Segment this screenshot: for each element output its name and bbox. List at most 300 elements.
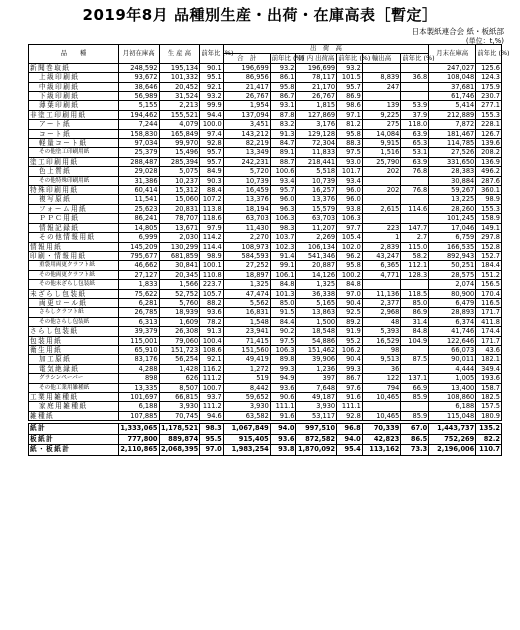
cell-value: 9,915 [362, 139, 401, 148]
cell-value: 88.7 [270, 157, 296, 166]
cell-value: 28,575 [429, 270, 476, 279]
cell-value: 7,244 [118, 120, 159, 129]
cell-value: 107,885 [118, 411, 159, 420]
cell-value: 2,377 [362, 298, 401, 307]
cell-value: 86.9 [401, 308, 429, 317]
cell-value: 100.2 [337, 270, 363, 279]
cell-value: 63,582 [223, 411, 270, 420]
header-prev-stock: 月初在庫高 [118, 45, 159, 64]
cell-value: 31.4 [401, 317, 429, 326]
cell-value: 97,034 [118, 139, 159, 148]
cell-value: 75,622 [118, 289, 159, 298]
cell-value: 95.5 [200, 434, 224, 445]
cell-value: 275 [362, 120, 401, 129]
cell-value: 78,707 [159, 214, 200, 223]
cell-value: 6,188 [118, 402, 159, 411]
cell-value: 1,443,737 [429, 424, 476, 435]
cell-value: 100.0 [200, 120, 224, 129]
row-label: 電気絶縁紙 [29, 364, 119, 373]
cell-value: 96.3 [270, 204, 296, 213]
table-row [29, 110, 502, 119]
cell-value: 5,518 [296, 167, 337, 176]
cell-value: 105.7 [200, 289, 224, 298]
cell-value: 93,672 [118, 73, 159, 82]
cell-value: 61,746 [429, 92, 476, 101]
cell-value: 5,165 [296, 298, 337, 307]
cell-value: 84.4 [270, 317, 296, 326]
cell-value: 158.7 [476, 383, 502, 392]
cell-value: 94.4 [200, 110, 224, 119]
cell-value: 1,609 [159, 317, 200, 326]
cell-value: 795,677 [118, 251, 159, 260]
cell-value: 29,028 [118, 167, 159, 176]
cell-value: 202 [362, 186, 401, 195]
cell-value: 139.6 [476, 139, 502, 148]
cell-value: 71,415 [223, 336, 270, 345]
cell-value: 91.5 [270, 308, 296, 317]
cell-value: 91.6 [270, 411, 296, 420]
cell-value: 218,441 [296, 157, 337, 166]
cell-value: 20,831 [159, 204, 200, 213]
table-row [29, 233, 502, 242]
cell-value: 20,452 [159, 82, 200, 91]
cell-value: 53.1 [401, 148, 429, 157]
cell-value: 18,194 [223, 204, 270, 213]
cell-value: 93.8 [337, 204, 363, 213]
cell-value: 111.2 [200, 374, 224, 383]
row-label: 衛生用紙 [29, 345, 119, 354]
cell-value: 73.3 [401, 445, 429, 456]
cell-value: 13,671 [159, 223, 200, 232]
cell-value: 85.0 [270, 298, 296, 307]
cell-value: 90.4 [337, 355, 363, 364]
cell-value: 1,325 [296, 280, 337, 289]
cell-value [362, 214, 401, 223]
cell-value: 411.8 [476, 317, 502, 326]
cell-value: 96.0 [337, 186, 363, 195]
cell-value: 78,117 [296, 73, 337, 82]
cell-value: 1,954 [223, 101, 270, 110]
cell-value: 100.6 [270, 167, 296, 176]
table-row [29, 270, 502, 279]
cell-value: 93.6 [270, 383, 296, 392]
cell-value: 149.1 [476, 223, 502, 232]
cell-value: 84.7 [270, 139, 296, 148]
row-label: 下級印刷紙 [29, 92, 119, 101]
cell-value: 151,560 [223, 345, 270, 354]
cell-value: 96.8 [337, 424, 363, 435]
cell-value: 66.9 [401, 383, 429, 392]
cell-value: 915,405 [223, 434, 270, 445]
cell-value: 180.9 [476, 411, 502, 420]
cell-value: 8,839 [362, 73, 401, 82]
cell-value: 230.7 [476, 92, 502, 101]
cell-value: 99.1 [270, 261, 296, 270]
cell-value: 129,128 [296, 129, 337, 138]
cell-value: 84.9 [200, 167, 224, 176]
cell-value: 52,752 [159, 289, 200, 298]
cell-value: 21,417 [223, 82, 270, 91]
cell-value: 158.9 [476, 214, 502, 223]
cell-value: 114.2 [200, 233, 224, 242]
cell-value: 137.1 [401, 374, 429, 383]
cell-value: 101.3 [270, 289, 296, 298]
cell-value: 105.4 [337, 233, 363, 242]
cell-value: 110.7 [476, 445, 502, 456]
table-row [29, 251, 502, 260]
cell-value [362, 92, 401, 101]
cell-value: 100.7 [200, 383, 224, 392]
cell-value: 56,254 [159, 355, 200, 364]
cell-value: 1,005 [429, 374, 476, 383]
cell-value: 98 [362, 345, 401, 354]
cell-value: 16,529 [362, 336, 401, 345]
cell-value: 122,646 [429, 336, 476, 345]
cell-value: 2,269 [296, 233, 337, 242]
cell-value: 13,863 [296, 308, 337, 317]
cell-value: 135.2 [476, 424, 502, 435]
cell-value: 202 [362, 167, 401, 176]
cell-value: 158,830 [118, 129, 159, 138]
cell-value: 65.3 [401, 139, 429, 148]
cell-value: 25,379 [118, 148, 159, 157]
cell-value: 59,267 [429, 186, 476, 195]
row-label: アート紙 [29, 120, 119, 129]
table-row [29, 186, 502, 195]
cell-value: 106.3 [270, 345, 296, 354]
row-label: その他情報用紙 [29, 233, 119, 242]
table-row [29, 63, 502, 72]
cell-value: 90.3 [200, 176, 224, 185]
cell-value: 86.1 [270, 73, 296, 82]
table-row [29, 148, 502, 157]
cell-value: 1,067,849 [223, 424, 270, 435]
cell-value: 36 [362, 364, 401, 373]
cell-value: 18,939 [159, 308, 200, 317]
cell-value: 114.4 [200, 242, 224, 251]
cell-value: 92.8 [337, 411, 363, 420]
cell-value: 41,746 [429, 327, 476, 336]
cell-value: 88.2 [200, 298, 224, 307]
cell-value: 171.7 [476, 336, 502, 345]
cell-value: 1,983,254 [223, 445, 270, 456]
row-label: 紙・板紙計 [29, 445, 119, 456]
row-label: グラシンペーパー [29, 374, 119, 383]
cell-value: 94.0 [337, 434, 363, 445]
cell-value: 118.6 [200, 214, 224, 223]
cell-value: 13,335 [118, 383, 159, 392]
cell-value: 2.7 [401, 233, 429, 242]
cell-value: 80,900 [429, 289, 476, 298]
row-label: 印刷・情報用紙 [29, 251, 119, 260]
cell-value: 113,162 [362, 445, 401, 456]
cell-value: 99.3 [270, 364, 296, 373]
cell-value: 14,084 [362, 129, 401, 138]
row-label: 両更ロール紙 [29, 298, 119, 307]
table-row [29, 445, 502, 456]
table-row [29, 345, 502, 354]
header-shipments: 出 荷 高 [223, 45, 428, 54]
cell-value: 10,465 [362, 411, 401, 420]
cell-value: 182.1 [476, 355, 502, 364]
cell-value: 155,521 [159, 110, 200, 119]
cell-value: 76.8 [401, 186, 429, 195]
cell-value: 101,245 [429, 214, 476, 223]
cell-value: 67.0 [401, 424, 429, 435]
cell-value: 331,650 [429, 157, 476, 166]
cell-value: 47,474 [223, 289, 270, 298]
cell-value: 208.2 [476, 148, 502, 157]
cell-value: 63,703 [223, 214, 270, 223]
cell-value: 63,703 [296, 214, 337, 223]
cell-value: 95.4 [337, 445, 363, 456]
cell-value [362, 63, 401, 72]
cell-value: 155.3 [476, 110, 502, 119]
cell-value: 90.4 [337, 298, 363, 307]
cell-value: 101,332 [159, 73, 200, 82]
cell-value: 27,252 [223, 261, 270, 270]
cell-value: 1,548 [223, 317, 270, 326]
cell-value: 100.1 [200, 261, 224, 270]
cell-value: 681,859 [159, 251, 200, 260]
cell-value: 38,646 [118, 82, 159, 91]
cell-value: 86.9 [337, 92, 363, 101]
cell-value: 63.9 [401, 129, 429, 138]
cell-value: 91.6 [337, 393, 363, 402]
cell-value: 127,869 [296, 110, 337, 119]
table-row [29, 176, 502, 185]
cell-value: 42,823 [362, 434, 401, 445]
cell-value: 5,393 [362, 327, 401, 336]
cell-value: 6,281 [118, 298, 159, 307]
cell-value: 10,237 [159, 176, 200, 185]
cell-value: 519 [223, 374, 270, 383]
cell-value: 6,365 [362, 261, 401, 270]
cell-value: 143,212 [223, 129, 270, 138]
cell-value [362, 195, 401, 204]
cell-value: 26,785 [118, 308, 159, 317]
cell-value: 196,699 [296, 63, 337, 72]
row-label: 情報用紙 [29, 242, 119, 251]
cell-value: 85.9 [401, 393, 429, 402]
cell-value: 25,623 [118, 204, 159, 213]
cell-value: 1,178,521 [159, 424, 200, 435]
cell-value: 175.9 [476, 82, 502, 91]
cell-value: 115,001 [118, 336, 159, 345]
cell-value: 98.9 [200, 251, 224, 260]
cell-value: 997,510 [296, 424, 337, 435]
cell-value: 13,225 [429, 195, 476, 204]
cell-value: 9,513 [362, 355, 401, 364]
cell-value: 195,134 [159, 63, 200, 72]
cell-value: 151,462 [296, 345, 337, 354]
cell-value: 101.7 [337, 167, 363, 176]
cell-value: 97.0 [200, 445, 224, 456]
cell-value: 11,833 [296, 148, 337, 157]
table-row [29, 393, 502, 402]
row-label: 中級印刷紙 [29, 82, 119, 91]
cell-value: 106,134 [296, 242, 337, 251]
table-row [29, 101, 502, 110]
table-row [29, 120, 502, 129]
cell-value: 39,379 [118, 327, 159, 336]
cell-value: 126.7 [476, 129, 502, 138]
cell-value: 114,785 [429, 139, 476, 148]
cell-value: 196,699 [223, 63, 270, 72]
row-label: 複写原紙 [29, 195, 119, 204]
cell-value: 541,346 [296, 251, 337, 260]
cell-value: 102.3 [270, 242, 296, 251]
header-total: 合 計 [223, 54, 270, 63]
cell-value: 108,048 [429, 73, 476, 82]
cell-value: 90.6 [270, 393, 296, 402]
cell-value: 2,074 [429, 280, 476, 289]
cell-value: 98.9 [476, 195, 502, 204]
cell-value [362, 280, 401, 289]
cell-value: 889,874 [159, 434, 200, 445]
cell-value: 106.3 [270, 214, 296, 223]
header-item: 品 種 [29, 45, 119, 64]
cell-value: 72,304 [296, 139, 337, 148]
cell-value: 151.2 [476, 270, 502, 279]
cell-value: 97.0 [337, 289, 363, 298]
row-label: 加工原紙 [29, 355, 119, 364]
cell-value: 91.9 [337, 327, 363, 336]
cell-value: 94.6 [200, 411, 224, 420]
cell-value: 777,800 [118, 434, 159, 445]
cell-value: 87.8 [270, 110, 296, 119]
cell-value: 84.8 [270, 280, 296, 289]
cell-value: 110.8 [200, 270, 224, 279]
row-label: ＰＰＣ用紙 [29, 214, 119, 223]
cell-value: 285,394 [159, 157, 200, 166]
row-label: 未ざらし包装紙 [29, 289, 119, 298]
cell-value: 2,968 [362, 308, 401, 317]
cell-value: 14,805 [118, 223, 159, 232]
cell-value: 3,451 [223, 120, 270, 129]
cell-value: 6,479 [429, 298, 476, 307]
cell-value: 1,428 [159, 364, 200, 373]
cell-value: 99,970 [159, 139, 200, 148]
cell-value: 53,117 [296, 411, 337, 420]
cell-value: 139 [362, 101, 401, 110]
cell-value: 96.0 [270, 195, 296, 204]
cell-value: 101.5 [337, 73, 363, 82]
cell-value: 85.0 [401, 298, 429, 307]
cell-value: 49,187 [296, 393, 337, 402]
cell-value: 106.2 [337, 345, 363, 354]
row-label: 情報記録紙 [29, 223, 119, 232]
cell-value: 66,815 [159, 393, 200, 402]
table-row [29, 336, 502, 345]
cell-value: 88.3 [337, 139, 363, 148]
row-label: コート紙 [29, 129, 119, 138]
table-row [29, 157, 502, 166]
header-export: 輸出高 [362, 54, 401, 63]
cell-value: 147.7 [401, 223, 429, 232]
table-row [29, 317, 502, 326]
cell-value: 97.4 [200, 129, 224, 138]
cell-value: 27,526 [429, 148, 476, 157]
cell-value: 60,414 [118, 186, 159, 195]
cell-value: 15,060 [159, 195, 200, 204]
cell-value: 247,027 [429, 63, 476, 72]
cell-value: 90,011 [429, 355, 476, 364]
row-label: 包装用紙 [29, 336, 119, 345]
cell-value: 106.1 [270, 270, 296, 279]
cell-value: 28,383 [429, 167, 476, 176]
cell-value: 98.6 [337, 101, 363, 110]
cell-value: 397 [296, 374, 337, 383]
cell-value: 53.9 [401, 101, 429, 110]
cell-value: 95.8 [337, 261, 363, 270]
cell-value: 93.7 [200, 393, 224, 402]
cell-value: 15,496 [159, 148, 200, 157]
cell-value: 95.1 [200, 73, 224, 82]
cell-value: 122 [362, 374, 401, 383]
table-row [29, 327, 502, 336]
cell-value: 93.0 [337, 157, 363, 166]
cell-value: 170.4 [476, 289, 502, 298]
cell-value: 111.1 [337, 402, 363, 411]
cell-value: 1,236 [296, 364, 337, 373]
cell-value: 752,269 [429, 434, 476, 445]
cell-value: 107.2 [200, 195, 224, 204]
cell-value: 93.1 [270, 101, 296, 110]
cell-value: 6,999 [118, 233, 159, 242]
cell-value: 2,270 [223, 233, 270, 242]
cell-value: 84.8 [337, 280, 363, 289]
cell-value: 165,849 [159, 129, 200, 138]
cell-value [362, 402, 401, 411]
cell-value: 95.7 [200, 148, 224, 157]
cell-value: 4,079 [159, 120, 200, 129]
cell-value: 50,251 [429, 261, 476, 270]
table-row [29, 402, 502, 411]
cell-value [401, 195, 429, 204]
row-label: 家庭用雑種紙 [29, 402, 119, 411]
cell-value: 26,767 [296, 92, 337, 101]
cell-value: 27,127 [118, 270, 159, 279]
cell-value: 93.2 [337, 63, 363, 72]
cell-value: 223 [362, 223, 401, 232]
cell-value: 92.1 [200, 82, 224, 91]
cell-value: 116.5 [476, 298, 502, 307]
row-label: フォーム用紙 [29, 204, 119, 213]
cell-value: 111.1 [270, 402, 296, 411]
row-label: 雑種紙 [29, 411, 119, 420]
cell-value: 108,860 [429, 393, 476, 402]
cell-value: 89.2 [337, 317, 363, 326]
cell-value: 174.4 [476, 327, 502, 336]
cell-value: 18,897 [223, 270, 270, 279]
cell-value: 84.8 [401, 327, 429, 336]
cell-value: 92.5 [337, 308, 363, 317]
cell-value: 7,648 [296, 383, 337, 392]
cell-value: 18,548 [296, 327, 337, 336]
cell-value: 31,524 [159, 92, 200, 101]
cell-value: 86,956 [223, 73, 270, 82]
cell-value: 297.8 [476, 233, 502, 242]
cell-value: 26,308 [159, 327, 200, 336]
cell-value: 93.6 [200, 308, 224, 317]
cell-value: 86.7 [270, 92, 296, 101]
cell-value: 25,790 [362, 157, 401, 166]
cell-value: 136.9 [476, 157, 502, 166]
cell-value: 93.4 [270, 176, 296, 185]
cell-value: 86,241 [118, 214, 159, 223]
cell-value [401, 82, 429, 91]
